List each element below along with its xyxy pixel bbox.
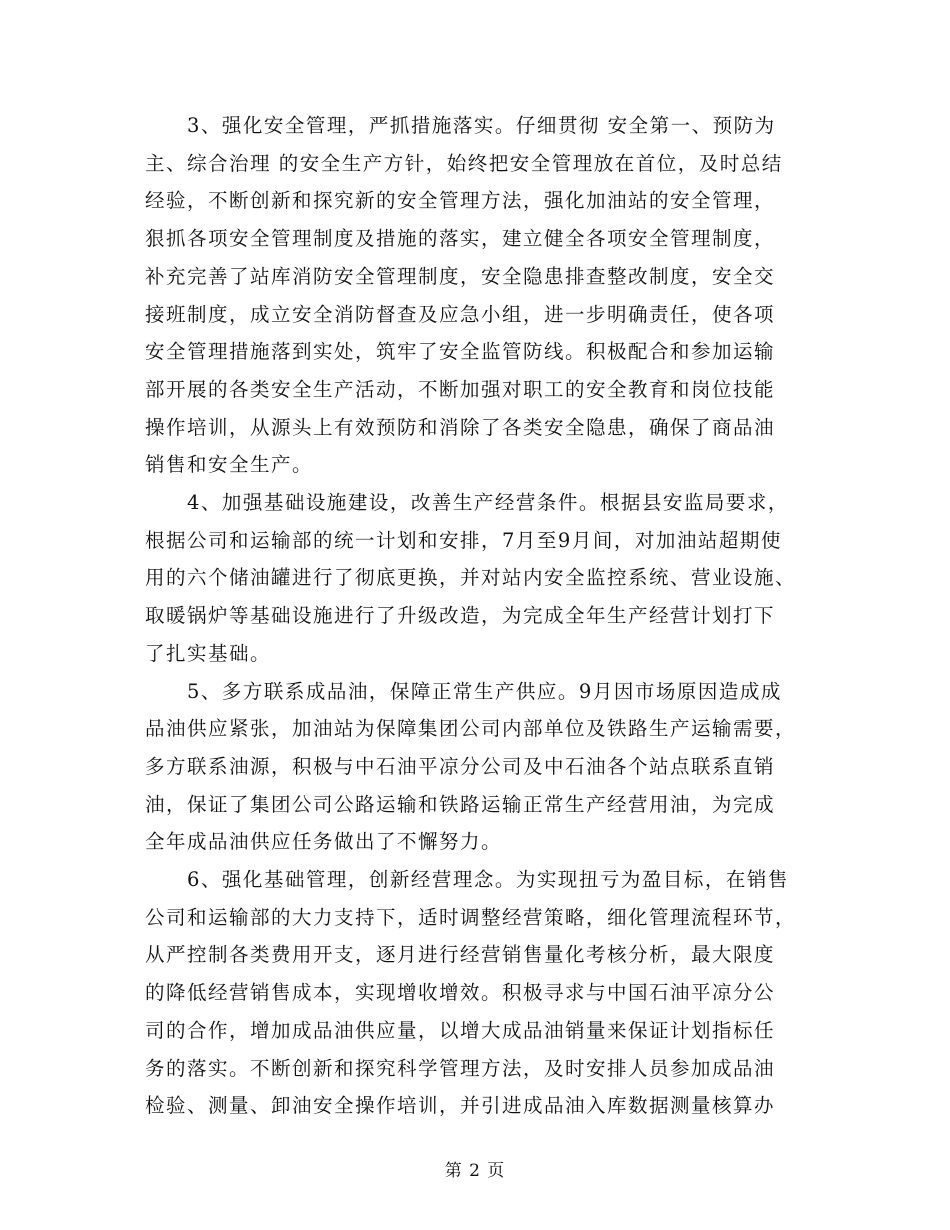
text-line: 狠抓各项安全管理制度及措施的落实，建立健全各项安全管理制度， <box>145 227 776 251</box>
text-line: 补充完善了站库消防安全管理制度，安全隐患排查整改制度，安全交 <box>145 264 776 288</box>
text-line: 司的合作，增加成品油供应量，以增大成品油销量来保证计划指标任 <box>145 1018 776 1042</box>
paragraph-item-4 <box>145 484 811 673</box>
text-line: 检验、测量、卸油安全操作培训，并引进成品油入库数据测量核算办 <box>145 1094 776 1118</box>
text-line: 销售和安全生产。 <box>145 453 314 477</box>
page-number-footer: 第 2 页 <box>444 1161 506 1181</box>
text-line: 部开展的各类安全生产活动，不断加强对职工的安全教育和岗位技能 <box>145 377 776 401</box>
text-line: 用的六个储油罐进行了彻底更换，并对站内安全监控系统、营业设施、 <box>145 566 797 590</box>
text-line: 务的落实。不断创新和探究科学管理方法，及时安排人员参加成品油 <box>145 1056 776 1080</box>
text-line: 6、强化基础管理，创新经营理念。为实现扭亏为盈目标，在销售 <box>187 868 789 892</box>
text-line: 公司和运输部的大力支持下，适时调整经营策略，细化管理流程环节， <box>145 905 797 929</box>
text-line: 全年成品油供应任务做出了不懈努力。 <box>145 830 503 854</box>
text-line: 3、强化安全管理，严抓措施落实。仔细贯彻 安全第一、预防为 <box>187 114 776 137</box>
text-line: 根据公司和运输部的统一计划和安排，7月至9月间，对加油站超期使 <box>145 528 782 552</box>
text-line: 操作培训，从源头上有效预防和消除了各类安全隐患，确保了商品油 <box>145 415 776 439</box>
paragraph-item-6 <box>145 861 811 1125</box>
text-line: 油，保证了集团公司公路运输和铁路运输正常生产经营用油，为完成 <box>145 792 776 816</box>
document-body <box>145 107 811 1125</box>
paragraph-item-3 <box>145 107 811 484</box>
text-line: 了扎实基础。 <box>145 641 272 665</box>
text-line: 5、多方联系成品油，保障正常生产供应。9月因市场原因造成成 <box>187 679 782 703</box>
text-line: 接班制度，成立安全消防督查及应急小组，进一步明确责任，使各项 <box>145 302 776 326</box>
text-line: 的降低经营销售成本，实现增收增效。积极寻求与中国石油平凉分公 <box>145 981 776 1005</box>
text-line: 主、综合治理 的安全生产方针，始终把安全管理放在首位，及时总结 <box>145 151 783 175</box>
text-line: 安全管理措施落到实处，筑牢了安全监管防线。积极配合和参加运输 <box>145 340 776 364</box>
text-line: 取暖锅炉等基础设施进行了升级改造，为完成全年生产经营计划打下 <box>145 604 776 628</box>
paragraph-item-5 <box>145 673 811 862</box>
text-line: 多方联系油源，积极与中石油平凉分公司及中石油各个站点联系直销 <box>145 754 776 778</box>
text-line: 品油供应紧张，加油站为保障集团公司内部单位及铁路生产运输需要， <box>145 717 797 741</box>
text-line: 经验，不断创新和探究新的安全管理方法，强化加油站的安全管理， <box>145 189 776 213</box>
text-line: 4、加强基础设施建设，改善生产经营条件。根据县安监局要求， <box>187 491 789 515</box>
text-line: 从严控制各类费用开支，逐月进行经营销售量化考核分析，最大限度 <box>145 943 776 967</box>
